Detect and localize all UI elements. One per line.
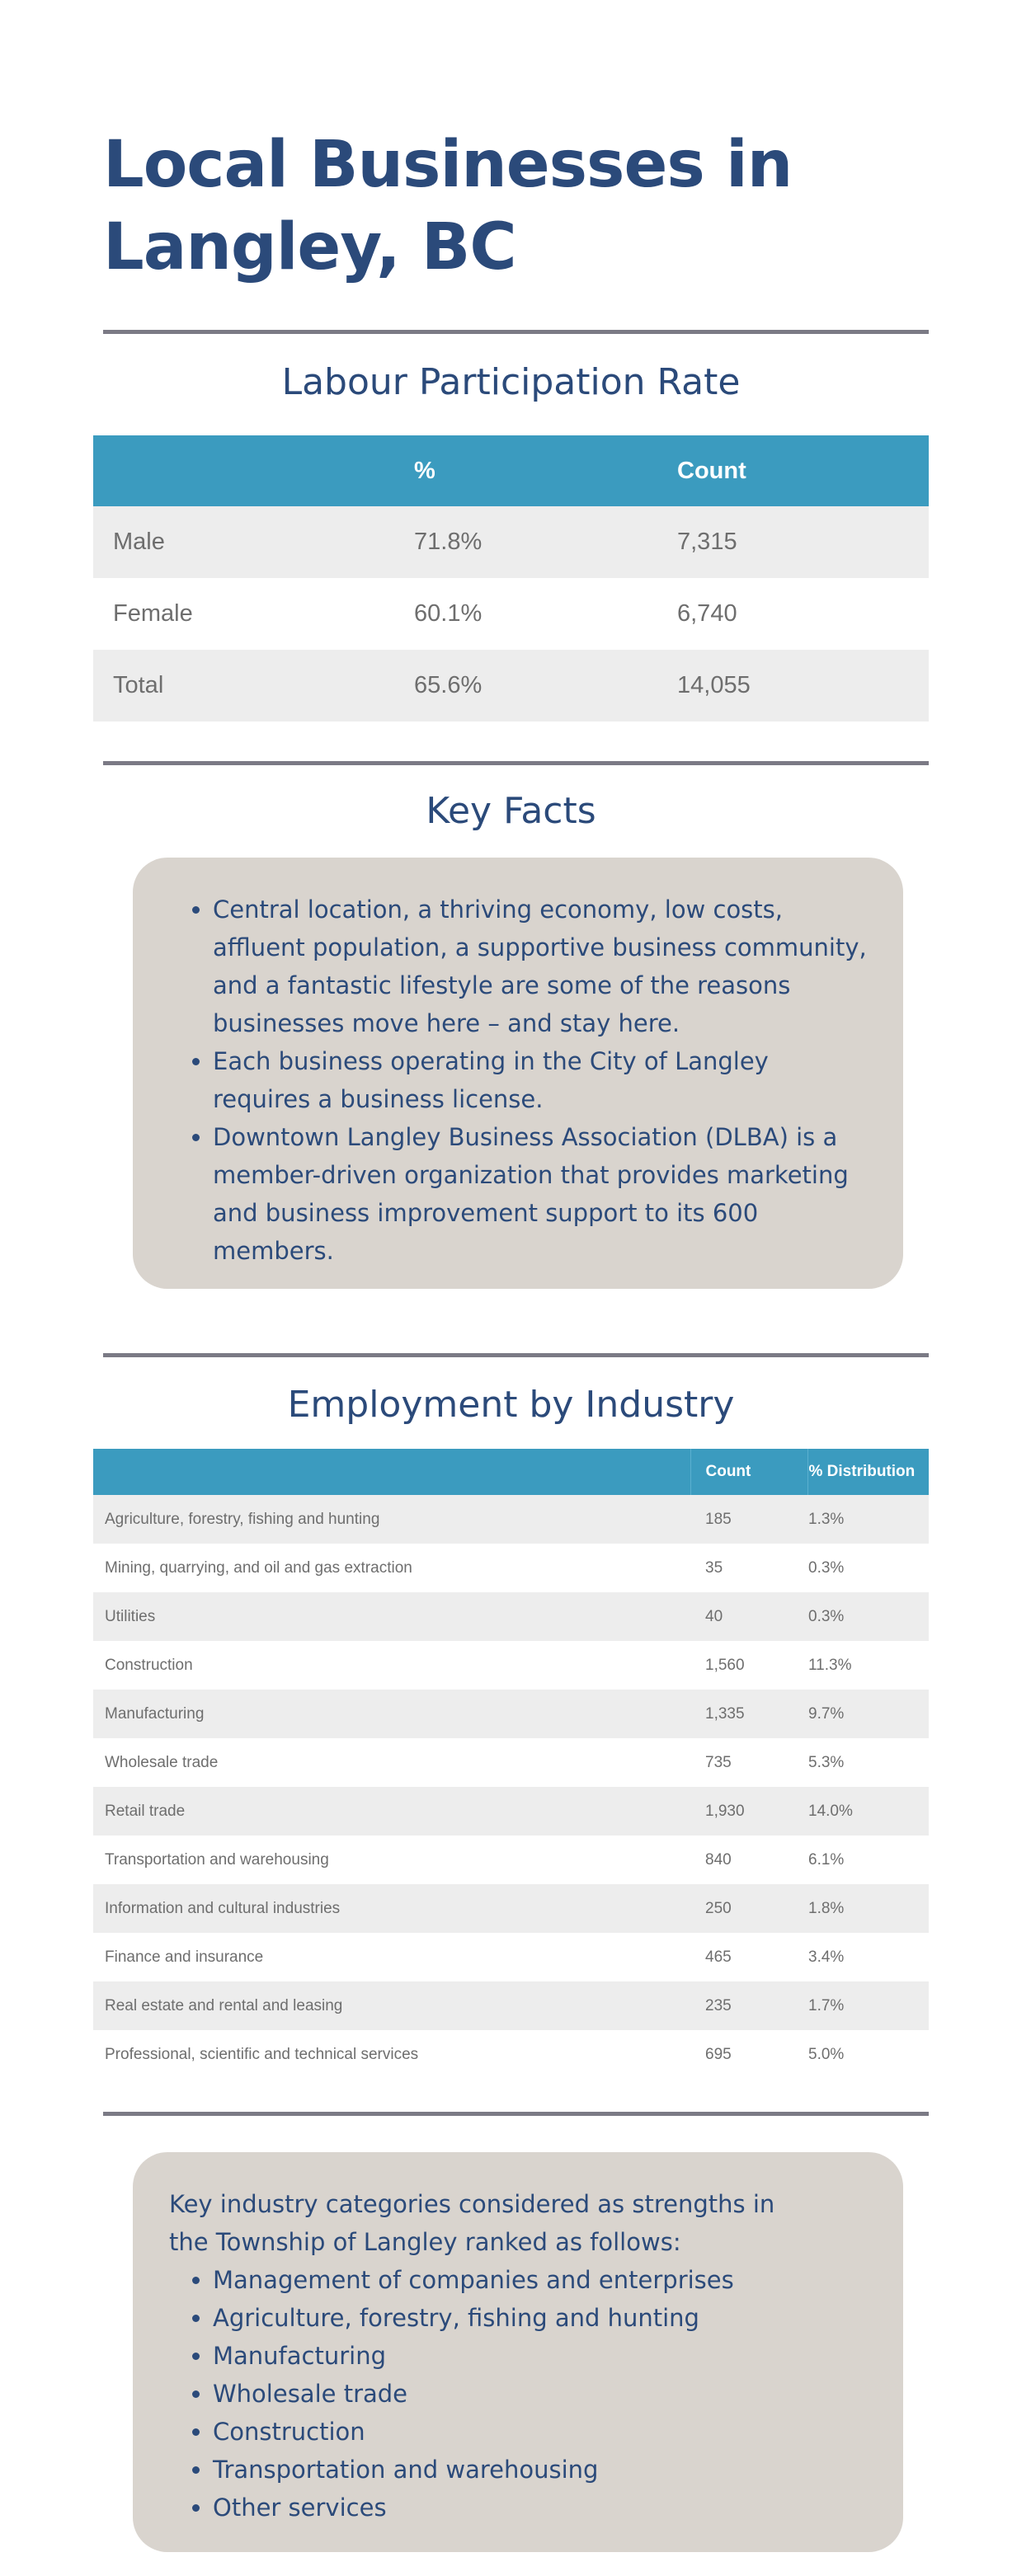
table-cell: 735 [705, 1753, 732, 1771]
table-row [93, 1495, 929, 1544]
table-cell: 14,055 [676, 650, 929, 722]
table-cell: Real estate and rental and leasing [93, 1981, 690, 2030]
table-cell: 1.3% [807, 1495, 929, 1544]
table-cell: 7,315 [676, 506, 929, 578]
list-item: • Agriculture, forestry, fishing and hunting [213, 2299, 903, 2337]
table-cell: 5.3% [808, 1753, 845, 1771]
list-item: • Other services [213, 2489, 903, 2527]
table-cell: 40 [690, 1592, 807, 1641]
table-row [93, 1690, 929, 1738]
table-cell: 6.1% [808, 1850, 845, 1869]
table-cell: 0.3% [807, 1592, 929, 1641]
table-cell: 9.7% [807, 1690, 929, 1738]
table-cell: Wholesale trade [105, 1753, 219, 1771]
list-item: • Downtown Langley Business Association (DLBA) is a member-driven organization that provides marketing and business improvement support to its 600 members. [213, 1118, 870, 1270]
labour-table [93, 435, 929, 722]
page-title: Local Businesses in Langley, BC [103, 128, 793, 284]
list-item: • Wholesale trade [213, 2375, 903, 2413]
table-row [93, 1836, 929, 1884]
divider [103, 761, 929, 765]
table-cell: Transportation and warehousing [105, 1850, 329, 1869]
list-item: • Transportation and warehousing [213, 2451, 903, 2489]
table-cell: Male [93, 506, 413, 578]
table-cell: Utilities [93, 1592, 690, 1641]
table-cell: Total [93, 650, 413, 722]
table-row [93, 1981, 929, 2030]
strengths-list [169, 2261, 903, 2527]
table-row [93, 1933, 929, 1981]
table-cell: 695 [705, 2045, 732, 2063]
table-cell: Information and cultural industries [93, 1884, 690, 1933]
key-facts-box [133, 858, 903, 1289]
list-item: • Management of companies and enterprises [213, 2261, 903, 2299]
divider [103, 2112, 929, 2116]
table-row [93, 1592, 929, 1641]
table-cell: Finance and insurance [105, 1948, 264, 1966]
table-cell: 71.8% [413, 506, 676, 578]
labour-heading: Labour Participation Rate [281, 361, 741, 403]
table-row [93, 578, 929, 650]
key-facts-list [133, 891, 870, 1270]
table-row [93, 1884, 929, 1933]
table-cell: 1.7% [807, 1981, 929, 2030]
table-cell: 35 [705, 1558, 723, 1577]
column-header: Count [690, 1449, 807, 1495]
strengths-box [133, 2152, 903, 2552]
employment-heading: Employment by Industry [287, 1384, 735, 1426]
table-cell: 1.8% [807, 1884, 929, 1933]
table-cell: Construction [105, 1656, 193, 1674]
table-header [93, 1449, 929, 1495]
column-header: Count [676, 435, 929, 506]
table-cell: 185 [690, 1495, 807, 1544]
table-row [93, 1641, 929, 1690]
list-item: • Each business operating in the City of Langley requires a business license. [213, 1042, 870, 1118]
column-header [93, 1449, 690, 1495]
divider [103, 1353, 929, 1357]
list-item: • Construction [213, 2413, 903, 2451]
table-cell: 3.4% [808, 1948, 845, 1966]
table-cell: 465 [705, 1948, 732, 1966]
table-cell: 1,930 [690, 1787, 807, 1836]
table-cell: Retail trade [93, 1787, 690, 1836]
table-cell: 1,335 [690, 1690, 807, 1738]
table-cell: 14.0% [807, 1787, 929, 1836]
list-item: • Central location, a thriving economy, low costs, affluent population, a supportive business community, and a fantastic lifestyle are some of the reasons businesses move here – and stay here. [213, 891, 870, 1042]
divider [103, 330, 929, 334]
table-cell: 0.3% [808, 1558, 845, 1577]
table-row [93, 1738, 929, 1787]
table-cell: Female [113, 600, 193, 627]
table-cell: 235 [690, 1981, 807, 2030]
table-cell: Agriculture, forestry, fishing and hunting [93, 1495, 690, 1544]
table-row [93, 1544, 929, 1592]
key-facts-heading: Key Facts [426, 790, 596, 832]
table-cell: 1,560 [705, 1656, 745, 1674]
table-cell: Professional, scientific and technical services [105, 2045, 419, 2063]
table-row [93, 1787, 929, 1836]
table-cell: 5.0% [808, 2045, 845, 2063]
strengths-intro: Key industry categories considered as strengths in the Township of Langley ranked as follows: [169, 2190, 775, 2256]
table-cell: 840 [705, 1850, 732, 1869]
table-cell: Mining, quarrying, and oil and gas extraction [105, 1558, 412, 1577]
table-cell: 65.6% [413, 650, 676, 722]
table-row [93, 506, 929, 578]
table-cell: 6,740 [677, 600, 737, 627]
table-cell: 250 [690, 1884, 807, 1933]
table-header [93, 435, 929, 506]
table-row [93, 650, 929, 722]
column-header [93, 435, 413, 506]
list-item: • Manufacturing [213, 2337, 903, 2375]
table-cell: 60.1% [414, 600, 483, 627]
column-header: % Distribution [807, 1449, 929, 1495]
table-cell: Manufacturing [93, 1690, 690, 1738]
column-header: % [413, 435, 676, 506]
employment-table [93, 1449, 929, 2079]
table-cell: 11.3% [808, 1656, 852, 1674]
table-row [93, 2030, 929, 2079]
